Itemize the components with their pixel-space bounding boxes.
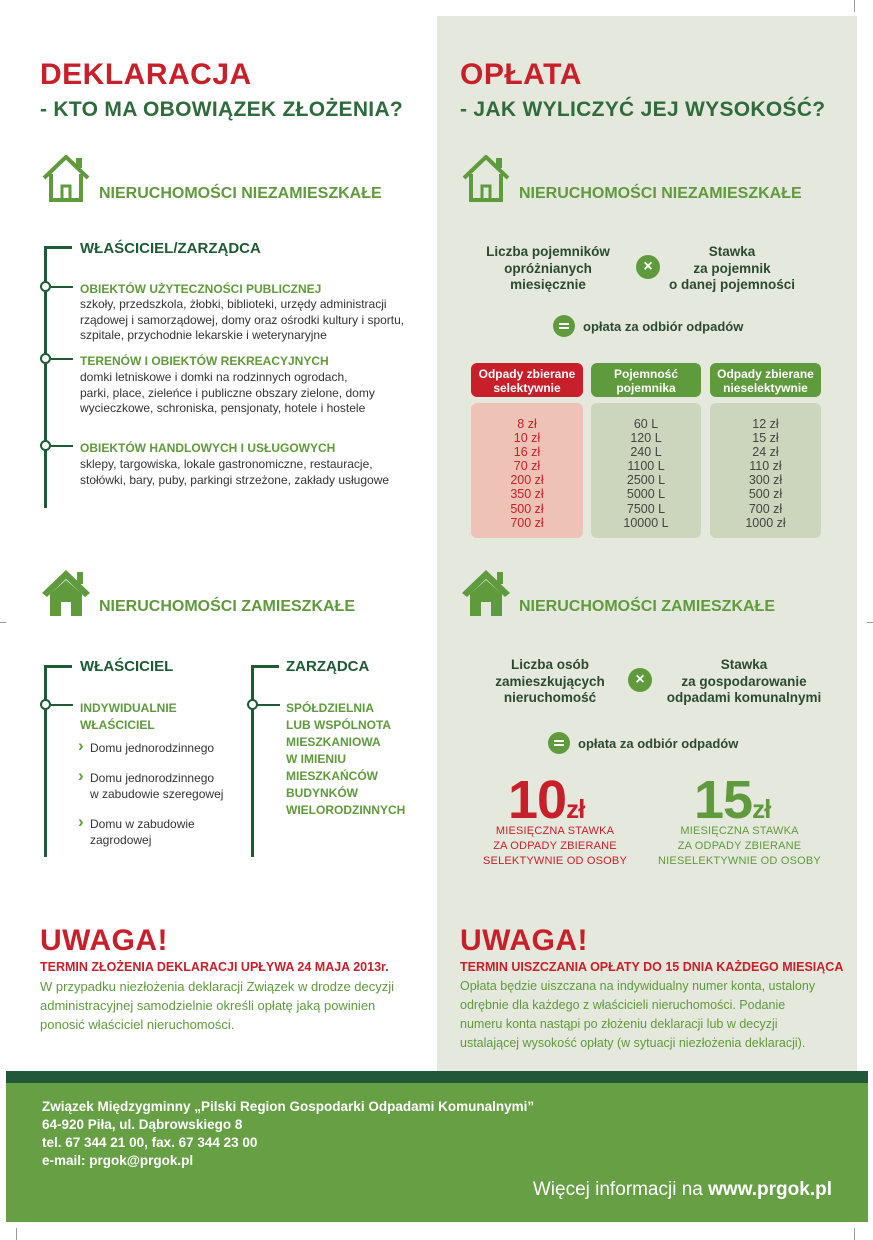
tree-branch bbox=[251, 665, 279, 668]
house-outline-icon bbox=[40, 152, 92, 204]
crop-mark bbox=[0, 622, 6, 623]
right-niezamieszkale-title: NIERUCHOMOŚCI NIEZAMIESZKAŁE bbox=[519, 185, 802, 202]
category-title: SPÓŁDZIELNIA LUB WSPÓLNOTA MIESZKANIOWA W IMIENIU MIESZKAŃCÓW BUDYNKÓW WIELORODZINNYCH bbox=[286, 701, 406, 817]
left-uwaga-text: W przypadku niezłożenia deklaracji Związek w drodze decyzji administracyjnej samodzielnie określi opłatę jaką powinien ponosić właściciel nieruchomości. bbox=[40, 979, 395, 1032]
equals-text: opłata za odbiór odpadów bbox=[583, 318, 744, 334]
table-cell: 1100 L bbox=[627, 459, 665, 474]
wlasciciel-heading: WŁAŚCICIEL bbox=[80, 658, 174, 675]
category-title: TERENÓW I OBIEKTÓW REKREACYJNYCH bbox=[80, 354, 329, 368]
tree-node bbox=[40, 281, 51, 292]
right-uwaga-text: Opłata będzie uiszczana na indywidualny numer konta, ustalony odrębnie dla każdego z właścicieli nieruchomości. Podanie numeru konta nastąpi po złożeniu deklaracji lub w decyzji ustalającej wysokość opłaty (w sytuacji niezłożenia deklaracji). bbox=[460, 979, 816, 1050]
wlasciciel-zarzadca-heading: WŁAŚCICIEL/ZARZĄDCA bbox=[80, 240, 261, 257]
table-header-nieselektywnie: Odpady zbierane nieselektywnie bbox=[710, 363, 821, 397]
house-outline-icon bbox=[460, 152, 512, 204]
table-column-pojemnosc bbox=[591, 403, 701, 538]
tree-branch bbox=[44, 665, 72, 668]
category-description: szkoły, przedszkola, żłobki, biblioteki, urzędy administracji rządowej i samorządowej, domy oraz ośrodki kultury i sportu, szpitale, przychodnie lekarskie i weterynaryjne bbox=[80, 297, 405, 342]
tree-node bbox=[40, 353, 51, 364]
table-cell: 300 zł bbox=[748, 473, 783, 488]
category-title: OBIEKTÓW HANDLOWYCH I USŁUGOWYCH bbox=[80, 441, 336, 455]
footer-address: 64-920 Piła, ul. Dąbrowskiego 8 bbox=[42, 1117, 243, 1132]
table-cell: 350 zł bbox=[510, 487, 544, 502]
table-cell: 120 L bbox=[630, 431, 662, 446]
left-title: DEKLARACJA bbox=[40, 58, 252, 91]
left-uwaga-title: UWAGA! bbox=[40, 924, 168, 957]
house-filled-icon bbox=[460, 566, 512, 618]
footer-org-name: Związek Międzygminny „Pilski Region Gospodarki Odpadami Komunalnymi” bbox=[42, 1099, 535, 1114]
table-cell: 200 zł bbox=[510, 473, 544, 488]
tree-line bbox=[44, 665, 47, 857]
table-cell: 16 zł bbox=[513, 445, 541, 460]
tree-branch bbox=[44, 246, 72, 249]
left-uwaga-subtitle: TERMIN ZŁOŻENIA DEKLARACJI UPŁYWA 24 MAJA 2013r. bbox=[40, 960, 389, 974]
table-cell: 60 L bbox=[633, 417, 659, 431]
times-icon: × bbox=[636, 255, 660, 279]
category-title: OBIEKTÓW UŻYTECZNOŚCI PUBLICZNEJ bbox=[80, 282, 322, 296]
table-cell: 5000 L bbox=[626, 487, 666, 502]
crop-mark bbox=[854, 1228, 855, 1240]
equals-icon bbox=[553, 315, 575, 337]
table-cell: 110 zł bbox=[749, 459, 782, 474]
footer-phone: tel. 67 344 21 00, fax. 67 344 23 00 bbox=[42, 1135, 258, 1150]
equals-row bbox=[548, 732, 738, 754]
list-item: › Domu w zabudowie zagrodowej bbox=[78, 817, 195, 848]
table-cell: 24 zł bbox=[752, 445, 779, 460]
table-cell: 10 zł bbox=[513, 431, 541, 446]
right-title: OPŁATA bbox=[460, 58, 582, 91]
right-uwaga-subtitle: TERMIN UISZCZANIA OPŁATY DO 15 DNIA KAŻDEGO MIESIĄCA bbox=[460, 960, 844, 974]
formula-left: Liczba pojemników opróżnianych miesięcznie bbox=[486, 244, 610, 292]
footer-website-link[interactable]: www.prgok.pl bbox=[708, 1179, 832, 1200]
category-description: sklepy, targowiska, lokale gastronomiczne, restauracje, stołówki, bary, puby, parkingi strzeżone, zakłady usługowe bbox=[80, 457, 390, 487]
table-column-nieselektywnie bbox=[710, 403, 821, 538]
table-cell: 1000 zł bbox=[745, 515, 786, 530]
tree-node-line bbox=[51, 358, 73, 360]
table-cell: 2500 L bbox=[626, 473, 666, 488]
table-cell: 500 zł bbox=[748, 487, 783, 502]
equals-row bbox=[553, 315, 743, 337]
left-zamieszkale-title: NIERUCHOMOŚCI ZAMIESZKAŁE bbox=[99, 598, 355, 615]
formula-right: Stawka za gospodarowanie odpadami komunalnymi bbox=[666, 657, 822, 705]
table-cell: 70 zł bbox=[513, 459, 541, 474]
list-item: › Domu jednorodzinnego w zabudowie szeregowej bbox=[78, 771, 223, 802]
right-subtitle: - JAK WYLICZYĆ JEJ WYSOKOŚĆ? bbox=[460, 98, 826, 121]
rate-selektywnie-value: 10zł bbox=[508, 770, 585, 830]
table-cell: 15 zł bbox=[752, 431, 779, 446]
times-icon: × bbox=[628, 668, 652, 692]
table-cell: 700 zł bbox=[748, 501, 783, 516]
footer-website bbox=[533, 1179, 832, 1201]
tree-node-line bbox=[258, 704, 280, 706]
right-uwaga-title: UWAGA! bbox=[460, 924, 588, 957]
rate-nieselektywnie-caption: MIESIĘCZNA STAWKA ZA ODPADY ZBIERANE NIESELEKTYWNIE OD OSOBY bbox=[658, 825, 821, 867]
crop-mark bbox=[867, 622, 873, 623]
equals-icon bbox=[548, 732, 570, 754]
table-cell: 7500 L bbox=[626, 501, 666, 516]
category-description: domki letniskowe i domki na rodzinnych ogrodach, parki, place, zieleńce i publiczne obszary zielone, domy wycieczkowe, schroniska, pensjonaty, hotele i hostele bbox=[80, 370, 375, 415]
tree-node bbox=[247, 699, 258, 710]
footer bbox=[6, 1071, 868, 1222]
tree-node-line bbox=[51, 445, 73, 447]
zarzadca-heading: ZARZĄDCA bbox=[286, 658, 370, 675]
tree-node-line bbox=[51, 286, 73, 288]
table-cell: 12 zł bbox=[752, 417, 779, 431]
table-header-pojemnosc: Pojemność pojemnika bbox=[591, 363, 701, 397]
list-item: › Domu jednorodzinnego bbox=[78, 741, 214, 757]
rate-selektywnie-caption: MIESIĘCZNA STAWKA ZA ODPADY ZBIERANE SELEKTYWNIE OD OSOBY bbox=[483, 825, 627, 867]
footer-website-prefix: Więcej informacji na bbox=[532, 1179, 703, 1200]
left-subtitle: - KTO MA OBOWIĄZEK ZŁOŻENIA? bbox=[40, 98, 404, 121]
rate-nieselektywnie-value: 15zł bbox=[694, 770, 771, 830]
table-cell: 700 zł bbox=[510, 515, 544, 530]
tree-node bbox=[40, 699, 51, 710]
tree-node-line bbox=[51, 704, 73, 706]
table-cell: 240 L bbox=[630, 445, 662, 460]
footer-email: e-mail: prgok@prgok.pl bbox=[42, 1153, 194, 1168]
tree-line bbox=[251, 665, 254, 857]
house-filled-icon bbox=[40, 566, 92, 618]
formula-left: Liczba osób zamieszkujących nieruchomość bbox=[495, 657, 605, 705]
table-column-selektywnie bbox=[471, 403, 583, 538]
table-cell: 500 zł bbox=[510, 501, 544, 516]
left-niezamieszkale-title: NIERUCHOMOŚCI NIEZAMIESZKAŁE bbox=[99, 185, 382, 202]
formula-right: Stawka za pojemnik o danej pojemności bbox=[668, 244, 796, 292]
table-cell: 8 zł bbox=[517, 417, 537, 431]
category-title: INDYWIDUALNIE WŁAŚCICIEL bbox=[80, 701, 177, 732]
tree-node bbox=[40, 440, 51, 451]
table-header-selektywnie: Odpady zbierane selektywnie bbox=[471, 363, 583, 397]
table-cell: 10000 L bbox=[623, 515, 669, 530]
crop-mark bbox=[854, 0, 855, 12]
right-zamieszkale-title: NIERUCHOMOŚCI ZAMIESZKAŁE bbox=[519, 598, 775, 615]
equals-text: opłata za odbiór odpadów bbox=[578, 735, 739, 751]
crop-mark bbox=[16, 1228, 17, 1240]
